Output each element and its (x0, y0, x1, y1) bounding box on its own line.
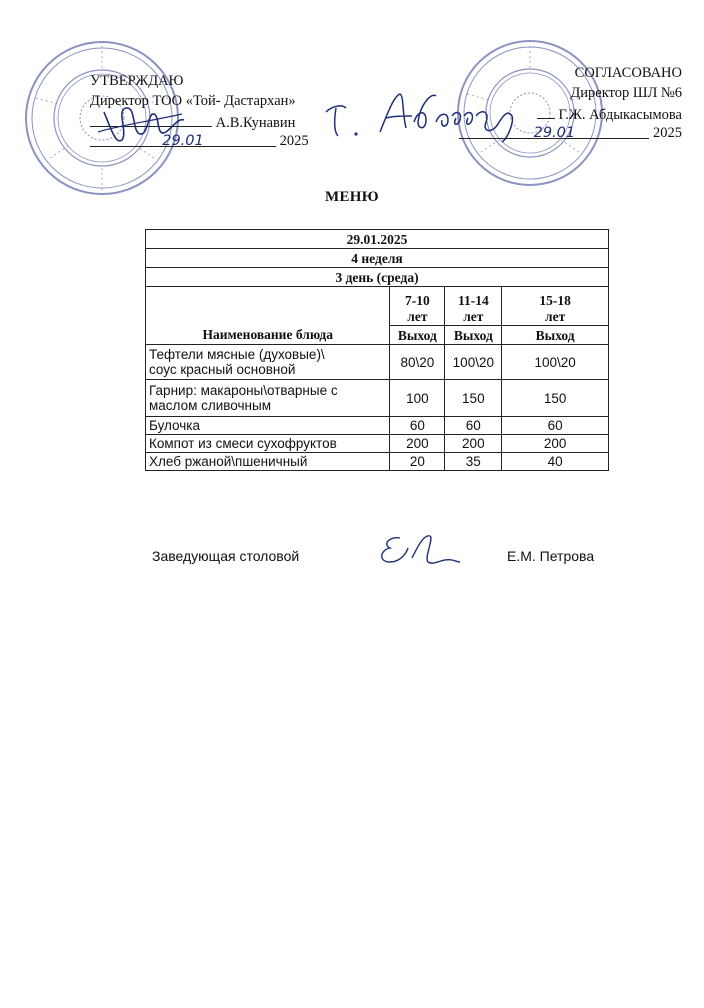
table-row (146, 345, 609, 380)
approve-date-handwritten: 29.01 (162, 133, 204, 149)
column-header-age-11-14 (445, 287, 502, 326)
agree-name-line (432, 104, 682, 124)
footer-signature-icon (372, 528, 462, 572)
agree-heading: СОГЛАСОВАНО (574, 65, 682, 81)
table-date: 29.01.2025 (146, 230, 609, 249)
page-title: МЕНЮ (325, 189, 379, 205)
agree-position: Директор ШЛ №6 (570, 85, 682, 101)
qty-cell: 100\20 (445, 345, 502, 380)
qty-cell: 200 (445, 435, 502, 453)
dish-name-line: Тефтели мясные (духовые)\ (149, 347, 325, 362)
qty-cell: 20 (390, 453, 445, 471)
qty-cell: 35 (445, 453, 502, 471)
agree-date-handwritten: 29.01 (533, 125, 576, 141)
column-header-yield: Выход (445, 326, 502, 345)
agree-date-line (432, 124, 682, 144)
approve-year: 2025 (279, 133, 309, 149)
dish-name-cell: Компот из смеси сухофруктов (146, 435, 390, 453)
menu-table (145, 229, 609, 471)
table-row (146, 435, 609, 453)
footer-name: Е.М. Петрова (507, 548, 595, 564)
column-header-age-15-18 (502, 287, 609, 326)
dish-name-cell: Хлеб ржаной\пшеничный (146, 453, 390, 471)
dish-name-line: Гарнир: макароны\отварные с (149, 383, 338, 398)
approve-name: А.В.Кунавин (215, 115, 296, 131)
agree-name: Г.Ж. Абдыкасымова (558, 107, 682, 123)
table-row (146, 453, 609, 471)
age-unit-label: лет (407, 309, 428, 324)
qty-cell: 80\20 (390, 345, 445, 380)
dish-name-cell (146, 345, 390, 380)
qty-cell: 150 (445, 380, 502, 417)
qty-cell: 60 (390, 417, 445, 435)
table-day: 3 день (среда) (146, 268, 609, 287)
approve-position: Директор ТОО «Той- Дастархан» (90, 93, 296, 109)
dish-name-cell (146, 380, 390, 417)
column-header-yield: Выход (390, 326, 445, 345)
footer-role: Заведующая столовой (152, 548, 300, 564)
approve-heading: УТВЕРЖДАЮ (90, 73, 184, 89)
table-day-row (146, 268, 609, 287)
qty-cell: 200 (502, 435, 609, 453)
dish-name-line: соус красный основной (149, 362, 296, 377)
agree-year: 2025 (653, 125, 682, 141)
agree-signature-line (537, 104, 555, 119)
qty-cell: 40 (502, 453, 609, 471)
age-unit-label: лет (463, 309, 484, 324)
qty-cell: 100 (390, 380, 445, 417)
agree-block (432, 64, 682, 144)
approve-signature-icon (96, 92, 186, 152)
table-age-header-row (146, 287, 609, 326)
qty-cell: 150 (502, 380, 609, 417)
qty-cell: 60 (445, 417, 502, 435)
table-row (146, 380, 609, 417)
table-week-row (146, 249, 609, 268)
qty-cell: 60 (502, 417, 609, 435)
age-unit-label: лет (545, 309, 566, 324)
dish-name-line: маслом сливочным (149, 398, 271, 413)
qty-cell: 100\20 (502, 345, 609, 380)
agree-date-field (459, 124, 649, 139)
qty-cell: 200 (390, 435, 445, 453)
dish-name-cell: Булочка (146, 417, 390, 435)
age-range-label: 11-14 (457, 293, 489, 308)
column-header-yield: Выход (502, 326, 609, 345)
age-range-label: 15-18 (539, 293, 571, 308)
age-range-label: 7-10 (405, 293, 430, 308)
table-week: 4 неделя (146, 249, 609, 268)
table-date-row (146, 230, 609, 249)
column-header-age-7-10 (390, 287, 445, 326)
column-header-dish-name: Наименование блюда (146, 287, 390, 345)
table-row (146, 417, 609, 435)
